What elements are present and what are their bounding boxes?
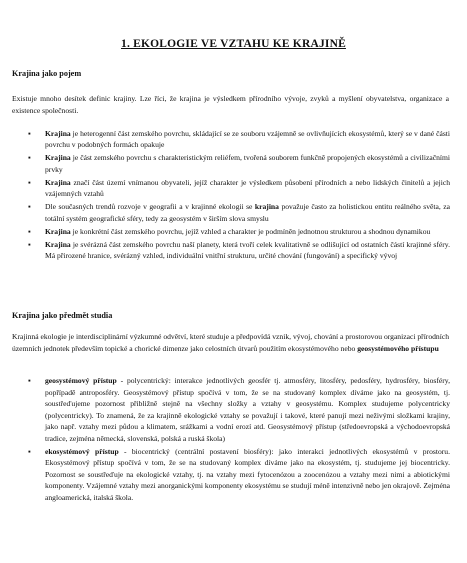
bullet-icon: ▪ — [28, 202, 31, 212]
page-title: 1. EKOLOGIE VE VZTAHU KE KRAJINĚ — [121, 38, 346, 50]
list-item-text: - polycentrický: interakce jednotlivých geosfér tj. atmosféry, litosféry, pedosféry, hydrosféry, biosféry, popřípadě antroposféry. Geosystémový přístup spočívá v tom, že se na studovaný komplex díváme jako na geosystém, tj. soustřeďujeme pozornost přibližně stejně na všechny složky a vztahy v geosystému. Komplex studujeme polycentricky (polycentricky). To znamená, že za krajinně ekologické vztahy se považují i takové, které panují mezi neživými složkami krajiny, jako např. vztahy mezi půdou a klimatem, srážkami a vodní erozí atd. Geosystémový přístup (středoevropská a východoevropská tradice, zejména německá, slovenská, polská a ruská škola) — [45, 376, 450, 443]
section2-bullet-list — [28, 375, 450, 505]
list-item-text: - biocentrický (centrální postavení biosféry): jako interakci jednotlivých ekosystémů v prostoru. Ekosystémový přístup spočívá v tom, že se na studovaný komplex díváme jako na ekosystém, tj. studujeme jej biocentricky. Pozornost se soustřeďuje na ekologické vztahy, tj. na vztahy mezi fytocenózou a zoocenózou a vztahy mezi nimi a abiotickými komponenty. Vzájemné vztahy mezi anorganickými komponenty ekosystému se studují méně intenzivně nebo jen okrajově. Zejména angloamerická, italská škola. — [45, 446, 450, 502]
list-item-text: značí část území vnímanou obyvateli, jejíž charakter je výsledkem působení přírodních a nebo lidských činitelů a jejich vzájemných vztahů — [45, 177, 450, 199]
list-item-term: Krajina — [45, 129, 71, 138]
list-item-term: Krajina — [45, 239, 71, 249]
list-item-term: ekosystémový přístup — [45, 446, 119, 456]
section2-intro-paragraph — [12, 331, 449, 355]
list-item-text: je část zemského povrchu s charakteristickým reliéfem, tvořená souborem funkčně propojených ekosystémů a civilizačními prvky — [45, 153, 450, 174]
list-item — [28, 239, 450, 262]
list-item — [28, 201, 450, 224]
section1-intro-paragraph: Existuje mnoho desítek definic krajiny. Lze říci, že krajina je výsledkem přírodního vývoje, zvyků a myšlení obyvatelstva, organizace a existence společnosti. — [12, 94, 449, 115]
list-item — [28, 152, 450, 175]
bullet-icon: ▪ — [28, 239, 31, 249]
section1-bullet-list — [28, 128, 450, 263]
bullet-icon: ▪ — [28, 153, 31, 163]
section-heading-krajina-predmet-studia: Krajina jako předmět studia — [12, 311, 113, 320]
list-item-term: Krajina — [45, 226, 71, 236]
list-item — [28, 177, 450, 200]
bullet-icon: ▪ — [28, 446, 31, 456]
list-item-term: krajina — [254, 202, 279, 212]
list-item-term: Krajina — [45, 177, 71, 187]
list-item-text: je svérázná část zemského povrchu naší planety, která tvoří celek kvalitativně se odlišující od ostatních částí krajinné sféry. Má přirozené hranice, svérázný vzhled, individuální vnitřní strukturu, určité chování (fungování) a specifický vývoj — [45, 239, 450, 261]
list-item-text: považuje často za holistickou entitu reálného světa, za totální systém geografické sféry, tedy za geosystém v širším slova smyslu — [45, 202, 450, 223]
section2-intro-term: geosystémového přístupu — [357, 344, 439, 353]
bullet-icon: ▪ — [28, 129, 31, 138]
list-item-term: geosystémový přístup — [45, 376, 117, 385]
section2-intro-text: Krajinná ekologie je interdisciplinární výzkumné odvětví, které studuje a předpovídá vznik, vývoj, chování a prostorovou organizaci přírodních územních jednotek především topické a chorické dimenze jako celostních útvarů použitím ekosystémového nebo — [12, 332, 449, 353]
bullet-icon: ▪ — [28, 177, 31, 187]
list-item-text: je heterogenní část zemského povrchu, skládající se ze souboru vzájemně se ovlivňujících ekosystémů, který se v dané části povrchu v podobných formách opakuje — [45, 129, 450, 150]
list-item — [28, 128, 450, 151]
list-item-pre: Dle současných trendů rozvoje v geografii a v krajinné ekologii se — [45, 202, 255, 212]
bullet-icon: ▪ — [28, 226, 31, 236]
list-item — [28, 226, 450, 237]
list-item-term: Krajina — [45, 153, 71, 163]
list-item — [28, 375, 450, 445]
section-heading-krajina-pojem: Krajina jako pojem — [12, 69, 82, 78]
list-item — [28, 446, 450, 504]
list-item-text: je konkrétní část zemského povrchu, jejíž vzhled a charakter je podmíněn jednotnou strukturou a shodnou dynamikou — [70, 226, 431, 236]
bullet-icon: ▪ — [28, 376, 31, 385]
